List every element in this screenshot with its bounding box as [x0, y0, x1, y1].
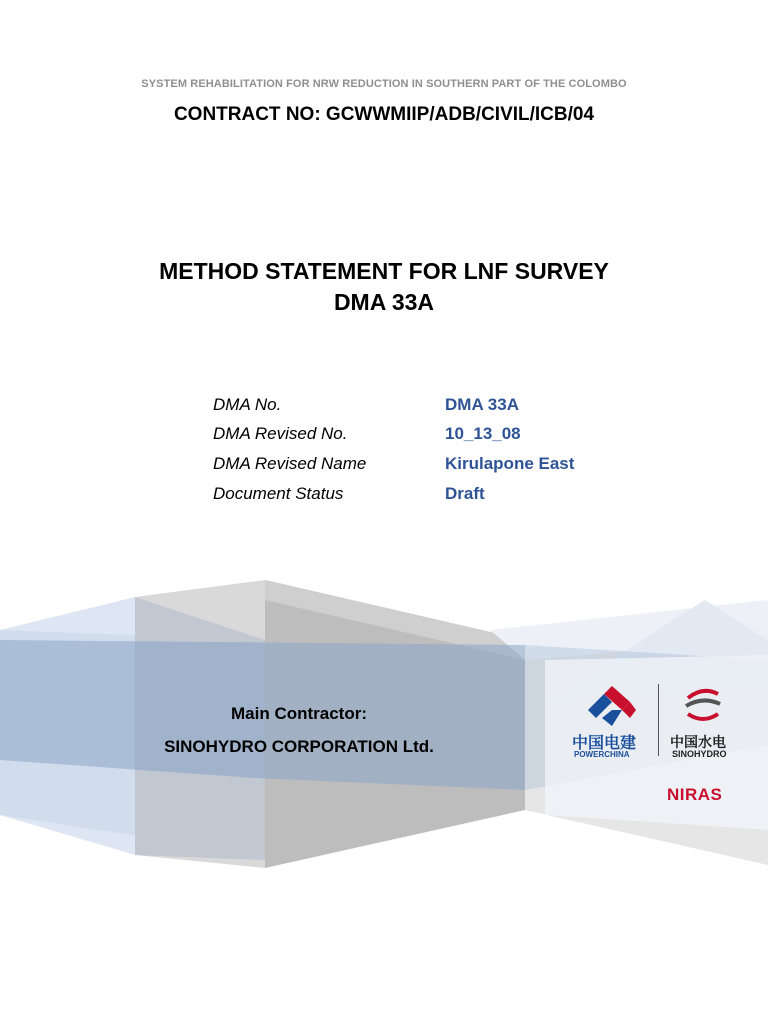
project-title: SYSTEM REHABILITATION FOR NRW REDUCTION IN SOUTHERN PART OF THE COLOMBO: [141, 78, 627, 90]
info-value: Kirulapone East: [445, 453, 575, 473]
document-title-line-1: METHOD STATEMENT FOR LNF SURVEY: [159, 258, 609, 284]
info-label: Document Status: [213, 483, 344, 503]
main-contractor: [0, 697, 598, 763]
info-row: [213, 449, 633, 479]
info-row: [213, 420, 633, 450]
main-contractor-name: SINOHYDRO CORPORATION Ltd.: [164, 737, 434, 756]
powerchina-chinese-name: 中国电建: [572, 735, 637, 752]
info-row: [213, 390, 633, 420]
info-row: [213, 479, 633, 509]
company-logos: [570, 680, 750, 810]
document-title-line-2: DMA 33A: [333, 289, 435, 315]
info-value: 10_13_08: [445, 424, 521, 444]
info-label: DMA Revised Name: [213, 453, 367, 473]
main-contractor-heading: Main Contractor:: [231, 704, 367, 723]
info-value: DMA 33A: [445, 394, 519, 414]
sinohydro-english-name: SINOHYDRO: [672, 749, 727, 759]
info-label: DMA No.: [213, 394, 282, 414]
info-label: DMA Revised No.: [213, 424, 348, 444]
sinohydro-logo-icon: [680, 684, 726, 726]
document-title: [0, 256, 768, 318]
powerchina-english-name: POWERCHINA: [574, 750, 630, 759]
dma-info-table: [213, 390, 633, 508]
info-value: Draft: [445, 483, 485, 503]
logo-divider: [658, 684, 659, 756]
niras-logo: NIRAS: [667, 785, 723, 804]
powerchina-logo-icon: [586, 684, 638, 728]
contract-number: CONTRACT NO: GCWWMIIP/ADB/CIVIL/ICB/04: [173, 104, 595, 125]
sinohydro-chinese-name: 中国水电: [670, 734, 726, 750]
